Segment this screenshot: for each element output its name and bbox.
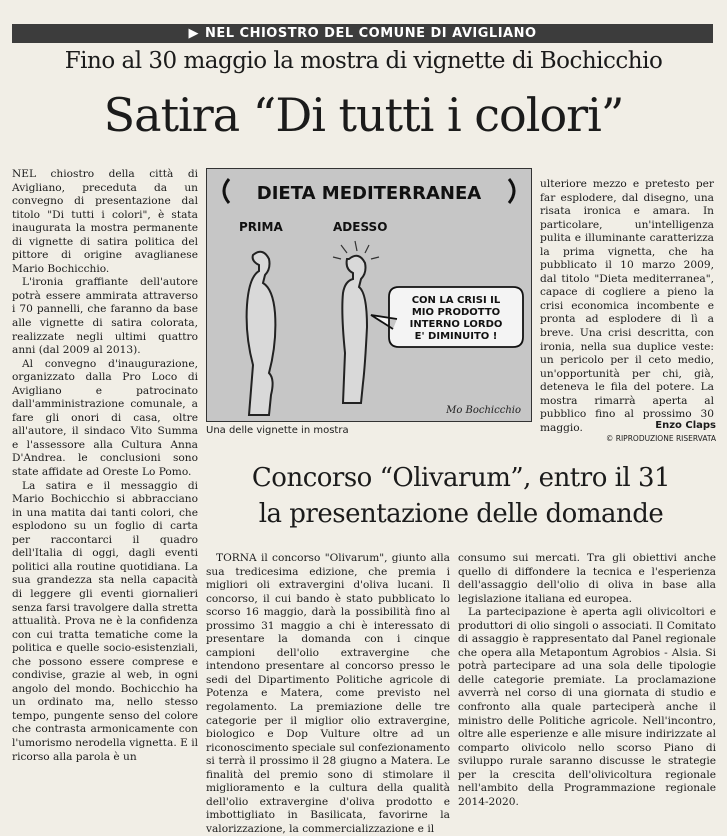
cartoon-label-before: PRIMA (239, 220, 283, 234)
cartoon-image (206, 168, 532, 422)
speech-balloon (371, 287, 523, 347)
section-kicker (12, 24, 713, 43)
article2-left-column (206, 552, 450, 836)
article2-paragraph: TORNA il concorso "Olivarum", giunto alla sua tredicesima edizione, che premia i migliori oli extravergini d'oliva lucani. Il concorso, il cui bando è stato pubblicato lo scorso 16 maggio, darà la possibilità fino al prossimo 31 maggio a chi è interessato di presentare la domanda con i cinque campioni dell'olio extravergine che intendono presentare al concorso presso le sedi del Dipartimento Politiche agricole di Potenza e Matera, come previsto nel regolamento. La premiazione delle tre categorie per il miglior olio extravergine, biologico e Dop Vulture oltre ad un riconoscimento speciale sul confezionamento si terrà il prossimo il 28 giugno a Matera. Le finalità del premio sono di stimolare il miglioramento e la cultura della qualità dell'olio extravergine d'oliva prodotto e imbottigliato in Basilicata, favorirne la valorizzazione, la commercializzazione e il (206, 552, 450, 835)
article2-paragraph: consumo sui mercati. Tra gli obiettivi anche quello di diffondere la tecnica e l'esperienza dell'assaggio dell'olio di oliva in base alla legislazione italiana ed europea. (458, 552, 716, 605)
triangle-icon: ▶ (188, 26, 199, 41)
article1-paragraph: L'ironia graffiante dell'autore potrà essere ammirata attraverso i 70 pannelli, che faranno da base alle vignette di satira colorata, realizzate negli ultimi quattro anni (dal 2009 al 2013). (12, 276, 198, 357)
article2-headline (206, 460, 716, 532)
article1-paragraph: NEL chiostro della città di Avigliano, preceduta da un convegno di presentazione dal titolo "Di tutti i colori", è stata inaugurata la mostra permanente di vignette di satira politica del pittore di origine avaglianese Mario Bochicchio. (12, 168, 198, 275)
copyright-note: © RIPRODUZIONE RISERVATA (605, 434, 716, 443)
cartoon-drawing (207, 169, 531, 421)
article1-paragraph: Al convegno d'inaugurazione, organizzato dalla Pro Loco di Avigliano e patrocinato dall'amministrazione comunale, a fare gli onori di casa, oltre all'autore, il sindaco Vito Summa e l'assessore alla Cultura Anna D'Andrea. le conclusioni sono state affidate ad Oreste Lo Pomo. (12, 357, 198, 479)
article-headline: Satira “Di tutti i colori” (103, 88, 624, 142)
balloon-line: E' DIMINUITO ! (414, 331, 498, 342)
balloon-line: CON LA CRISI IL (411, 295, 501, 306)
article-subtitle: Fino al 30 maggio la mostra di vignette di Bochicchio (64, 48, 663, 74)
cartoon-signature: Mo Bochicchio (446, 405, 521, 416)
balloon-line: INTERNO LORDO (409, 319, 503, 330)
article2-headline-line: la presentazione delle domande (258, 499, 664, 529)
article2-right-column (458, 552, 716, 809)
cartoon-caption: Una delle vignette in mostra (206, 425, 349, 436)
article1-paragraph: ulteriore mezzo e pretesto per far esplodere, dal disegno, una risata ironica e amara. In particolare, un'intelligenza pulita e illuminante caratterizza la prima vignetta, che ha pubblicato il 10 marzo 2009, dal titolo "Dieta mediterranea", capace di cogliere a pieno la crisi economica incombente e pronta ad esplodere di lì a breve. Una crisi descritta, con ironia, nella sua duplice veste: un pericolo per il ceto medio, un'opportunità per chi, già, deteneva le fila del potere. La mostra rimarrà aperta al pubblico fino al prossimo 30 maggio. (540, 178, 714, 434)
kicker-text: NEL CHIOSTRO DEL COMUNE DI AVIGLIANO (204, 26, 537, 41)
balloon-line: MIO PRODOTTO (411, 307, 501, 318)
article2-paragraph: La partecipazione è aperta agli olivicoltori e produttori di olio singoli o associati. Il Comitato di assaggio è rappresentato dal Panel regionale che opera alla Metapontum Agrobios - Alsia. Si potrà partecipare ad una sola delle tipologie delle categorie premiate. La proclamazione avverrà nel corso di una giornata di studio e confronto alla quale parteciperà anche il ministro delle Politiche agricole. Nell'incontro, oltre alle esperienze e alle misure indirizzate al comparto olivicolo nello scorso Piano di sviluppo rurale saranno discusse le strategie per la crescita dell'olivicoltura regionale nell'ambito della Programmazione regionale 2014-2020. (458, 606, 716, 808)
article1-paragraph: La satira e il messaggio di Mario Bochicchio si abbracciano in una matita dai tanti colori, che esplodono su un foglio di carta per raccontarci il quadro dell'Italia di oggi, dagli eventi politici alla routine quotidiana. La sua grandezza sta nella capacità di leggere gli eventi giornalieri senza farsi travolgere dalla stretta attualità. Prova ne è la confidenza con cui tratta tematiche come la politica e quelle socio-esistenziali, che possono essere comprese e condivise, grazie al web, in ogni angolo del mondo. Bochicchio ha un ordinato ma, nello stesso tempo, pungente senso del colore che contrasta armonicamente con l'umorismo nerodella vignetta. E il ricorso alla parola è un (12, 479, 198, 763)
article-author: Enzo Claps (655, 420, 716, 431)
article1-right-column (540, 178, 714, 435)
cartoon-label-after: ADESSO (333, 220, 388, 234)
article2-headline-line: Concorso “Olivarum”, entro il 31 (251, 463, 671, 493)
cartoon-title: DIETA MEDITERRANEA (256, 183, 482, 204)
article1-left-column (12, 168, 198, 764)
